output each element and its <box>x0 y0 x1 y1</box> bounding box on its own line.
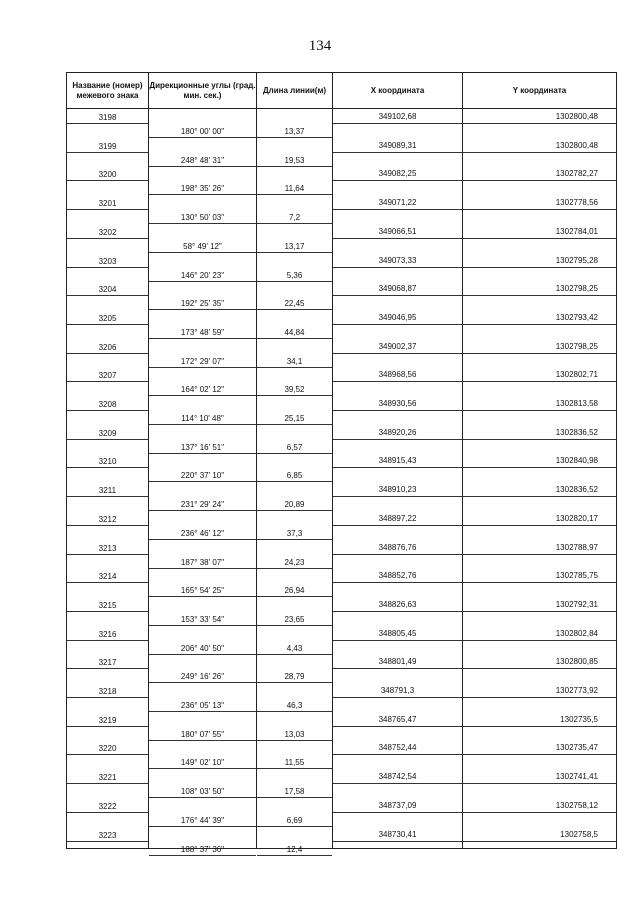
row-rule <box>333 812 462 813</box>
line-length: 13,17 <box>284 241 305 251</box>
row-rule <box>67 525 148 526</box>
y-coordinate: 1302784,01 <box>555 226 598 236</box>
direction-angle: 58° 49' 12" <box>183 241 222 251</box>
table-row <box>67 655 616 683</box>
y-coordinate: 1302798,25 <box>555 341 598 351</box>
row-rule <box>67 783 148 784</box>
line-length: 11,64 <box>284 184 305 194</box>
direction-angle: 188° 37' 36" <box>180 844 225 854</box>
line-length: 6,57 <box>286 442 303 452</box>
table-row <box>67 282 616 310</box>
row-rule <box>333 841 462 842</box>
direction-angle: 249° 16' 26" <box>180 672 225 682</box>
line-length: 12,4 <box>286 844 303 854</box>
y-coordinate: 1302785,75 <box>555 571 598 581</box>
row-rule <box>463 841 616 842</box>
line-length: 37,3 <box>286 528 303 538</box>
y-coordinate: 1302793,42 <box>555 312 598 322</box>
row-rule <box>463 467 616 468</box>
direction-angle: 108° 03' 50" <box>180 787 225 797</box>
table-row <box>67 196 616 224</box>
y-coordinate: 1302800,48 <box>555 112 598 121</box>
row-rule <box>463 554 616 555</box>
row-rule <box>333 611 462 612</box>
row-rule <box>67 467 148 468</box>
row-rule <box>333 554 462 555</box>
x-coordinate: 348910,23 <box>378 485 417 495</box>
table-row <box>67 167 616 195</box>
row-rule <box>67 496 148 497</box>
y-coordinate: 1302800,48 <box>555 140 598 150</box>
point-number: 3217 <box>98 658 117 668</box>
x-coordinate: 349071,22 <box>378 198 417 208</box>
x-coordinate: 348852,76 <box>378 571 417 581</box>
point-number: 3208 <box>98 400 117 409</box>
table-row <box>67 139 616 167</box>
row-rule <box>67 697 148 698</box>
row-rule <box>463 812 616 813</box>
line-length: 13,03 <box>284 729 305 739</box>
row-rule <box>333 439 462 440</box>
direction-angle: 114° 10' 48" <box>181 414 224 423</box>
table-row <box>67 225 616 253</box>
y-coordinate: 1302840,98 <box>555 456 598 466</box>
row-rule <box>333 783 462 784</box>
row-rule <box>333 295 462 296</box>
y-coordinate: 1302778,56 <box>555 198 598 208</box>
row-rule <box>463 668 616 669</box>
x-coordinate: 348737,09 <box>378 800 417 810</box>
direction-angle: 206° 40' 50" <box>180 643 225 653</box>
row-rule <box>333 525 462 526</box>
table-row <box>67 454 616 482</box>
table-row <box>67 684 616 712</box>
x-coordinate: 348752,44 <box>378 743 417 753</box>
y-coordinate: 1302836,52 <box>555 427 598 437</box>
point-number: 3212 <box>98 514 117 524</box>
row-rule <box>463 496 616 497</box>
direction-angle: 173° 48' 59" <box>180 327 225 337</box>
x-coordinate: 348920,26 <box>378 427 417 437</box>
row-rule <box>463 180 616 181</box>
point-number: 3214 <box>98 572 117 582</box>
row-rule <box>67 209 148 210</box>
row-rule <box>67 180 148 181</box>
point-number: 3205 <box>98 313 117 323</box>
point-number: 3210 <box>98 457 117 467</box>
point-number: 3220 <box>98 744 117 754</box>
row-rule <box>67 267 148 268</box>
table-row <box>67 340 616 368</box>
row-rule <box>67 381 148 382</box>
table-row <box>67 569 616 597</box>
table-row <box>67 828 616 856</box>
row-rule <box>333 754 462 755</box>
row-rule <box>67 152 148 153</box>
row-rule <box>333 582 462 583</box>
row-rule <box>463 697 616 698</box>
table-row <box>67 368 616 396</box>
table-row <box>67 426 616 454</box>
row-rule <box>463 525 616 526</box>
row-rule <box>463 726 616 727</box>
line-length: 7,2 <box>288 213 301 223</box>
direction-angle: 149° 02' 10" <box>180 758 225 768</box>
x-coordinate: 348805,45 <box>378 628 417 638</box>
direction-angle: 165° 54' 25" <box>180 586 225 596</box>
row-rule <box>463 754 616 755</box>
header-angles: Дирекционные углы (град. мин. сек.) <box>149 80 256 100</box>
point-number: 3207 <box>98 371 117 381</box>
row-rule <box>463 611 616 612</box>
direction-angle: 146° 20' 23" <box>180 270 225 280</box>
x-coordinate: 349046,95 <box>378 312 417 322</box>
row-rule <box>463 410 616 411</box>
direction-angle: 231° 29' 24" <box>180 500 225 510</box>
row-rule <box>333 496 462 497</box>
x-coordinate: 348730,41 <box>378 829 417 839</box>
row-rule <box>67 123 148 124</box>
row-rule <box>67 324 148 325</box>
row-rule <box>67 611 148 612</box>
table-row <box>67 541 616 569</box>
row-rule <box>67 640 148 641</box>
direction-angle: 172° 29' 07" <box>180 356 225 366</box>
table-row <box>67 397 616 425</box>
direction-angle: 180° 07' 55" <box>180 729 225 739</box>
row-rule <box>463 123 616 124</box>
row-rule <box>67 353 148 354</box>
table-row <box>67 770 616 798</box>
line-length: 28,79 <box>284 672 305 682</box>
direction-angle: 137° 16' 51" <box>180 442 225 452</box>
row-rule <box>67 582 148 583</box>
point-number: 3206 <box>98 342 117 352</box>
direction-angle: 130° 50' 03" <box>180 213 225 223</box>
line-length: 6,69 <box>286 815 303 825</box>
line-length: 24,23 <box>284 557 305 567</box>
x-coordinate: 349102,68 <box>378 112 417 121</box>
line-length: 4,43 <box>286 643 303 653</box>
y-coordinate: 1302798,25 <box>555 284 598 294</box>
line-length: 19,53 <box>284 155 305 165</box>
table-row <box>67 110 616 138</box>
table-row <box>67 741 616 769</box>
direction-angle: 248° 48' 31" <box>180 155 225 165</box>
row-rule <box>67 410 148 411</box>
y-coordinate: 1302735,47 <box>555 743 598 753</box>
table-row <box>67 483 616 511</box>
point-number: 3209 <box>98 428 117 438</box>
y-coordinate: 1302802,84 <box>555 628 598 638</box>
y-coordinate: 1302758,5 <box>560 829 598 839</box>
line-length: 6,85 <box>286 471 303 481</box>
coordinates-table <box>66 72 617 854</box>
x-coordinate: 348801,49 <box>378 657 417 667</box>
line-length: 17,58 <box>284 787 305 797</box>
table-row <box>67 713 616 741</box>
y-coordinate: 1302836,52 <box>555 485 598 495</box>
line-length: 44,84 <box>284 327 305 337</box>
point-number: 3198 <box>98 113 117 122</box>
line-length: 25,15 <box>284 414 305 423</box>
table-header <box>67 73 616 109</box>
line-length: 5,36 <box>286 270 303 280</box>
point-number: 3202 <box>98 227 117 237</box>
row-rule <box>67 668 148 669</box>
row-rule <box>67 726 148 727</box>
row-rule <box>333 640 462 641</box>
x-coordinate: 348876,76 <box>378 542 417 552</box>
table-row <box>67 799 616 827</box>
line-length: 22,45 <box>284 299 305 309</box>
table-row <box>67 627 616 655</box>
header-name: Название (номер) межевого знака <box>72 80 143 100</box>
row-rule <box>67 841 148 842</box>
row-rule <box>333 726 462 727</box>
point-number: 3204 <box>98 285 117 295</box>
table-row <box>67 598 616 626</box>
point-number: 3216 <box>98 629 117 639</box>
row-rule <box>463 152 616 153</box>
direction-angle: 236° 05' 13" <box>180 701 225 710</box>
point-number: 3215 <box>98 600 117 610</box>
direction-angle: 236° 46' 12" <box>180 528 225 538</box>
row-rule <box>463 295 616 296</box>
row-rule <box>333 410 462 411</box>
x-coordinate: 348791,3 <box>380 686 415 695</box>
row-rule <box>333 180 462 181</box>
line-length: 13,37 <box>284 127 305 136</box>
point-number: 3213 <box>98 543 117 553</box>
row-rule <box>333 668 462 669</box>
y-coordinate: 1302741,41 <box>555 772 598 782</box>
y-coordinate: 1302773,92 <box>555 686 598 695</box>
row-rule <box>67 238 148 239</box>
point-number: 3203 <box>98 256 117 266</box>
line-length: 11,55 <box>284 758 305 768</box>
table-row <box>67 254 616 282</box>
row-rule <box>67 554 148 555</box>
x-coordinate: 349068,87 <box>378 284 417 294</box>
x-coordinate: 348968,56 <box>378 370 417 380</box>
line-length: 34,1 <box>286 356 303 366</box>
row-rule <box>67 295 148 296</box>
row-rule <box>463 783 616 784</box>
row-rule <box>333 267 462 268</box>
header-length: Длина линии(м) <box>262 85 327 95</box>
x-coordinate: 348930,56 <box>378 399 417 408</box>
y-coordinate: 1302758,12 <box>555 800 598 810</box>
row-rule <box>463 582 616 583</box>
direction-angle: 187° 38' 07" <box>180 557 225 567</box>
row-rule <box>333 123 462 124</box>
row-rule <box>463 238 616 239</box>
row-rule <box>463 381 616 382</box>
y-coordinate: 1302820,17 <box>555 513 598 523</box>
row-rule <box>67 439 148 440</box>
row-rule <box>333 209 462 210</box>
y-coordinate: 1302813,58 <box>555 399 598 408</box>
x-coordinate: 348897,22 <box>378 513 417 523</box>
point-number: 3222 <box>98 801 117 811</box>
row-rule <box>463 267 616 268</box>
x-coordinate: 349066,51 <box>378 226 417 236</box>
direction-angle: 198° 35' 26" <box>180 184 225 194</box>
point-number: 3223 <box>98 830 117 840</box>
point-number: 3211 <box>98 486 117 496</box>
direction-angle: 176° 44' 39" <box>180 815 225 825</box>
direction-angle: 192° 25' 35" <box>180 299 225 309</box>
row-rule <box>333 353 462 354</box>
row-rule <box>333 238 462 239</box>
row-rule <box>463 209 616 210</box>
row-rule <box>463 439 616 440</box>
direction-angle: 153° 33' 54" <box>180 614 225 624</box>
x-coordinate: 349089,31 <box>378 140 417 150</box>
y-coordinate: 1302800,85 <box>555 657 598 667</box>
line-length: 26,94 <box>284 586 305 596</box>
y-coordinate: 1302802,71 <box>555 370 598 380</box>
row-rule <box>333 381 462 382</box>
x-coordinate: 348742,54 <box>378 772 417 782</box>
header-x: X координата <box>370 85 425 95</box>
point-number: 3199 <box>98 141 117 151</box>
row-rule <box>463 640 616 641</box>
page-number: 134 <box>308 38 332 54</box>
y-coordinate: 1302795,28 <box>555 255 598 265</box>
x-coordinate: 348915,43 <box>378 456 417 466</box>
direction-angle: 180° 00' 00" <box>180 127 225 136</box>
x-coordinate: 349082,25 <box>378 169 417 179</box>
x-coordinate: 348765,47 <box>378 714 417 724</box>
row-rule <box>149 855 256 856</box>
point-number: 3200 <box>98 170 117 180</box>
y-coordinate: 1302782,27 <box>555 169 598 179</box>
row-rule <box>333 152 462 153</box>
direction-angle: 164° 02' 12" <box>180 385 225 395</box>
point-number: 3219 <box>98 715 117 725</box>
line-length: 23,65 <box>284 614 305 624</box>
y-coordinate: 1302792,31 <box>555 599 598 609</box>
line-length: 39,52 <box>284 385 305 395</box>
x-coordinate: 349002,37 <box>378 341 417 351</box>
row-rule <box>333 697 462 698</box>
table-row <box>67 512 616 540</box>
point-number: 3201 <box>98 199 117 209</box>
x-coordinate: 348826,63 <box>378 599 417 609</box>
row-rule <box>257 855 332 856</box>
row-rule <box>67 812 148 813</box>
point-number: 3218 <box>98 687 117 696</box>
row-rule <box>333 324 462 325</box>
point-number: 3221 <box>98 773 117 783</box>
row-rule <box>67 754 148 755</box>
table-row <box>67 311 616 339</box>
x-coordinate: 349073,33 <box>378 255 417 265</box>
direction-angle: 220° 37' 10" <box>180 471 225 481</box>
y-coordinate: 1302788,97 <box>555 542 598 552</box>
header-y: Y координата <box>512 85 567 95</box>
y-coordinate: 1302735,5 <box>560 714 598 724</box>
line-length: 46,3 <box>286 701 303 710</box>
line-length: 20,89 <box>284 500 305 510</box>
row-rule <box>333 467 462 468</box>
row-rule <box>463 353 616 354</box>
row-rule <box>463 324 616 325</box>
